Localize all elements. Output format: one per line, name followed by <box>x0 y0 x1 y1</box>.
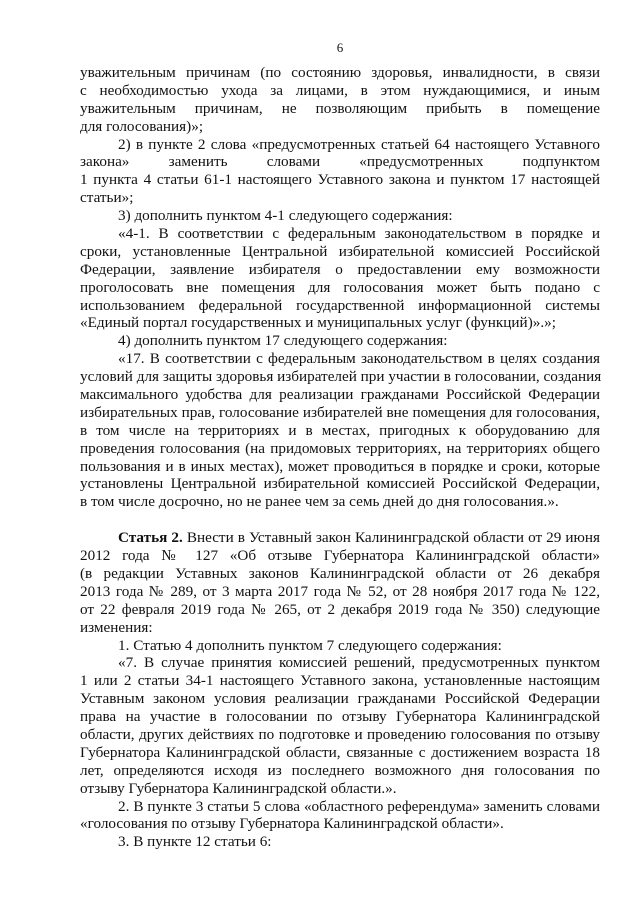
text-line: сроки, установленные Центральной избирательной комиссией Российской <box>80 242 600 260</box>
text-line: пользования и в иных местах), может проводиться в порядке и сроки, которые <box>80 457 600 475</box>
text-line: избирательных прав, голосование избирателей вне помещения для голосования, <box>80 403 600 421</box>
text-line: «Единый портал государственных и муниципальных услуг (функций)».»; <box>80 314 556 332</box>
text-line: статьи»; <box>80 189 134 207</box>
text-line: 1. Статью 4 дополнить пунктом 7 следующего содержания: <box>118 636 502 654</box>
text-line: проголосовать вне помещения для голосования может быть подано с <box>80 278 600 296</box>
text-line: от 22 февраля 2019 года № 265, от 2 декабря 2019 года № 350) следующие <box>80 600 600 618</box>
text-line: отзыву Губернатора Калининградской области.». <box>80 779 397 797</box>
text-line: «4-1. В соответствии с федеральным законодательством в порядке и <box>118 225 600 243</box>
text-line: Уставным законом условия реализации гражданами Российской Федерации <box>80 690 600 708</box>
text-line: с необходимостью ухода за лицами, в этом нуждающимися, и иным <box>80 81 600 99</box>
text-line: лет, определяются исходя из последнего возможного дня голосования по <box>80 761 600 779</box>
text-line-content: Внести в Уставный закон Калининградской области от 29 июня <box>182 529 600 547</box>
text-line: 2013 года № 289, от 3 марта 2017 года № 52, от 28 ноября 2017 года № 122, <box>80 582 600 600</box>
text-line: Федерации, заявление избирателя о предоставлении ему возможности <box>80 260 600 278</box>
text-line: максимального удобства для реализации гражданами Российской Федерации <box>80 386 600 404</box>
text-line: 4) дополнить пунктом 17 следующего содержания: <box>118 332 448 350</box>
text-line: условий для защиты здоровья избирателей при участии в голосовании, создания <box>80 368 602 386</box>
text-line: уважительным причинам, не позволяющим прибыть в помещение <box>80 99 600 117</box>
text-line: 2) в пункте 2 слова «предусмотренных статьей 64 настоящего Уставного <box>118 135 600 153</box>
text-line: установлены Центральной избирательной комиссией Российской Федерации, <box>80 475 600 493</box>
text-line: изменения: <box>80 618 153 636</box>
text-line: 2012 года № 127 «Об отзыве Губернатора Калининградской области» <box>80 547 600 565</box>
text-line: для голосования)»; <box>80 117 204 135</box>
text-line: (в редакции Уставных законов Калининградской области от 26 декабря <box>80 564 600 582</box>
article-heading: Статья 2. <box>118 529 183 547</box>
paragraph-spacer <box>80 511 600 529</box>
text-line: «7. В случае принятия комиссией решений, предусмотренных пунктом <box>118 654 600 672</box>
text-line: «голосования по отзыву Губернатора Калининградской области». <box>80 815 504 833</box>
text-line: 3. В пункте 12 статьи 6: <box>118 833 272 851</box>
text-line: 1 пункта 4 статьи 61-1 настоящего Уставного закона и пунктом 17 настоящей <box>80 171 600 189</box>
text-line: проведения голосования (на придомовых территориях, на территориях общего <box>80 439 600 457</box>
text-line: в том числе досрочно, но не ранее чем за семь дней до дня голосования.». <box>80 493 559 511</box>
document-body <box>80 64 600 851</box>
text-line: 2. В пункте 3 статьи 5 слова «областного референдума» заменить словами <box>118 797 600 815</box>
text-line: 3) дополнить пунктом 4-1 следующего содержания: <box>118 207 453 225</box>
text-line: 1 или 2 статьи 34-1 настоящего Уставного закона, установленные настоящим <box>80 672 600 690</box>
text-line: области, других действиях по подготовке и проведению голосования по отзыву <box>80 725 600 743</box>
text-line: права на участие в голосовании по отзыву Губернатора Калининградской <box>80 708 600 726</box>
text-line: в том числе на территориях и в местах, пригодных к оборудованию для <box>80 421 600 439</box>
text-line <box>80 529 600 547</box>
text-line: закона» заменить словами «предусмотренных подпунктом <box>80 153 600 171</box>
page-number: 6 <box>336 40 344 55</box>
text-line: «17. В соответствии с федеральным законодательством в целях создания <box>118 350 600 368</box>
text-line: Губернатора Калининградской области, связанные с достижением возраста 18 <box>80 743 600 761</box>
text-line: уважительным причинам (по состоянию здоровья, инвалидности, в связи <box>80 64 600 81</box>
text-line: использованием федеральной государственной информационной системы <box>80 296 600 314</box>
